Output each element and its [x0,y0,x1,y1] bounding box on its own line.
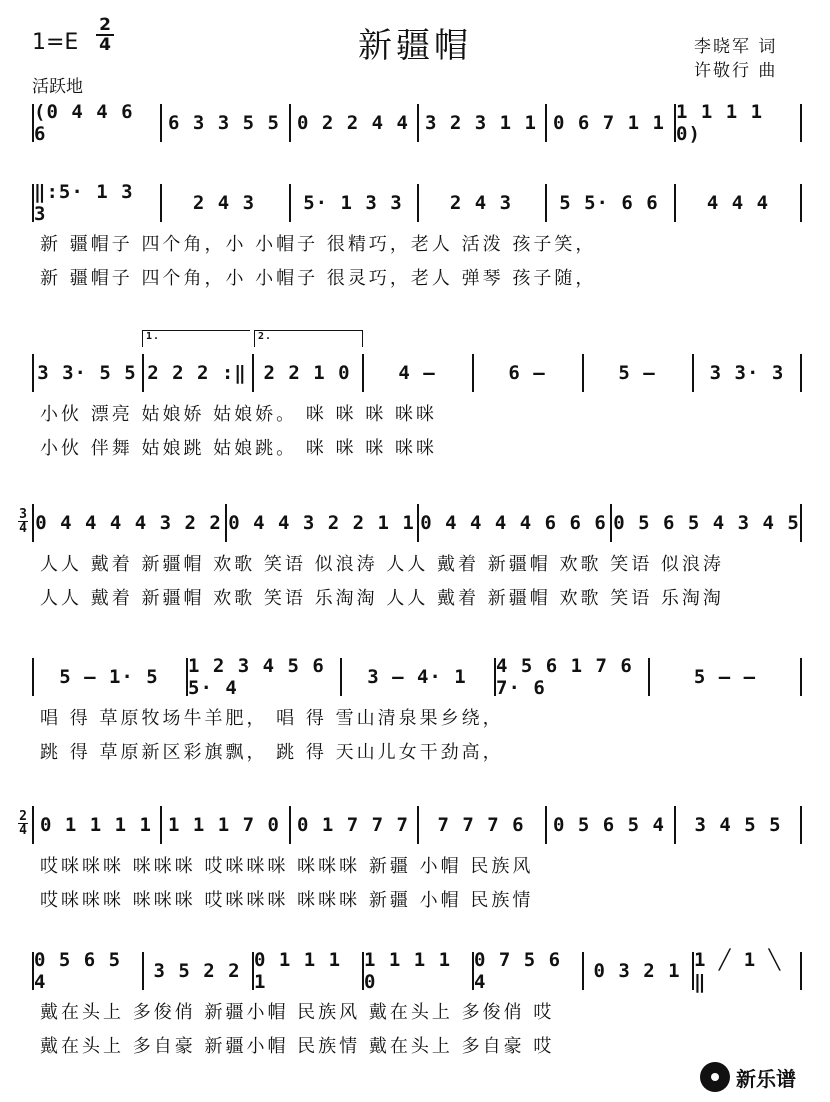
time-signature-denominator: 4 [99,35,111,55]
key-signature: 1=E [32,30,79,55]
bar-line [800,952,802,990]
measure: 1 1 1 1 0 [364,949,452,993]
time-signature-numerator: 2 [96,16,114,36]
notes-line [32,101,802,145]
time-change-denominator: 4 [19,823,27,838]
measure: 0 5 6 5 4 3 4 5 [613,512,800,534]
measure: 2 2 2 :‖ [147,362,247,384]
measure: 1 ╱ 1 ╲ ‖ [694,949,782,993]
lyric-line: 戴在头上 多俊俏 新疆小帽 民族风 戴在头上 多俊俏 哎 [40,1002,555,1023]
bar-line [800,184,802,222]
bar-line [800,806,802,844]
lyric-line: 小伙 伴舞 姑娘跳 姑娘跳。 咪 咪 咪 咪咪 [40,438,438,459]
measure: 2 4 3 [449,192,513,214]
measure: 5 5· 6 6 [559,192,659,214]
measure: 1 1 1 1 0) [676,101,764,145]
score-row [32,181,802,296]
bar-line [800,354,802,392]
measure: 7 7 7 6 [437,814,525,836]
measure: 0 5 6 5 4 [553,814,665,836]
lyric-line: 人人 戴着 新疆帽 欢歌 笑语 乐淘淘 人人 戴着 新疆帽 欢歌 笑语 乐淘淘 [40,588,724,609]
measure: 0 5 6 5 4 [34,949,122,993]
lyricist-credit: 李晓军 词 [694,37,778,57]
lyric-line: 哎咪咪咪 咪咪咪 哎咪咪咪 咪咪咪 新疆 小帽 民族情 [40,890,534,911]
lyric-line: 唱 得 草原牧场牛羊肥， 唱 得 雪山清泉果乡绕， [40,708,504,729]
lyric-line: 哎咪咪咪 咪咪咪 哎咪咪咪 咪咪咪 新疆 小帽 民族风 [40,856,534,877]
lyric-line: 人人 戴着 新疆帽 欢歌 笑语 似浪涛 人人 戴着 新疆帽 欢歌 笑语 似浪涛 [40,554,724,575]
measure: 4 5 6 1 7 6 7· 6 [496,655,633,699]
score-row [19,506,802,616]
measure: 3 2 3 1 1 [425,112,537,134]
notes-line [32,506,802,540]
bar-line [800,104,802,142]
measure: 6 3 3 5 5 [168,112,280,134]
notes-line [32,181,802,225]
measure: 5 – – [693,666,757,688]
time-change [18,508,28,535]
measure: 0 1 1 1 1 [254,949,342,993]
record-disc-icon [700,1062,730,1092]
measure: 0 4 4 4 4 6 6 6 [420,512,607,534]
time-change-denominator: 4 [19,521,27,536]
notes-line [32,808,802,842]
measure: 6 – [508,362,546,384]
measure: 4 4 4 [706,192,770,214]
measure: 2 2 1 0 [263,362,351,384]
measure: 3 4 5 5 [694,814,782,836]
lyric-line: 跳 得 草原新区彩旗飘， 跳 得 天山儿女干劲高， [40,742,504,763]
measure: 5· 1 3 3 [303,192,403,214]
measure: 0 4 4 3 2 2 1 1 [228,512,415,534]
score-row [32,331,802,466]
volta-second-ending: 2. [254,330,363,347]
tempo-marking: 活跃地 [32,77,83,97]
measure: 4 – [398,362,436,384]
notes-line [32,655,802,699]
score-row [32,949,802,1064]
lyric-line: 新 疆帽子 四个角，小 小帽子 很精巧，老人 活泼 孩子笑， [40,234,597,255]
lyric-line: 戴在头上 多自豪 新疆小帽 民族情 戴在头上 多自豪 哎 [40,1036,555,1057]
measure: 5 – [618,362,656,384]
measure: 0 4 4 4 4 3 2 2 [35,512,222,534]
measure: ‖:5· 1 3 3 [34,181,134,225]
measure: 3 – 4· 1 [367,666,467,688]
measure: 0 2 2 4 4 [297,112,409,134]
score-row [32,655,802,770]
volta-first-ending: 1. [142,330,250,347]
measure: 0 3 2 1 [593,960,681,982]
measure: 3 3· 5 5 [37,362,137,384]
notes-line [32,331,802,390]
time-change [18,810,28,837]
time-signature [96,16,114,54]
measure: 1 1 1 7 0 [168,814,280,836]
notes-line [32,949,802,993]
measure: 3 3· 3 [709,362,785,384]
lyric-line: 新 疆帽子 四个角，小 小帽子 很灵巧，老人 弹琴 孩子随， [40,268,597,289]
bar-line [800,658,802,696]
measure: (0 4 4 6 6 [34,101,134,145]
site-logo [700,1062,796,1092]
measure: 0 1 7 7 7 [297,814,409,836]
measure: 0 1 1 1 1 [40,814,152,836]
time-change-numerator: 2 [19,809,27,824]
score-row [19,808,802,918]
logo-text: 新乐谱 [736,1066,796,1091]
song-title: 新疆帽 [358,26,472,66]
measure: 0 6 7 1 1 [553,112,665,134]
time-change-numerator: 3 [19,507,27,522]
lyric-line: 小伙 漂亮 姑娘娇 姑娘娇。 咪 咪 咪 咪咪 [40,404,438,425]
measure: 5 – 1· 5 [59,666,159,688]
composer-credit: 许敬行 曲 [694,61,778,81]
measure: 0 7 5 6 4 [474,949,562,993]
measure: 3 5 2 2 [153,960,241,982]
measure: 1 2 3 4 5 6 5· 4 [188,655,325,699]
measure: 2 4 3 [192,192,256,214]
